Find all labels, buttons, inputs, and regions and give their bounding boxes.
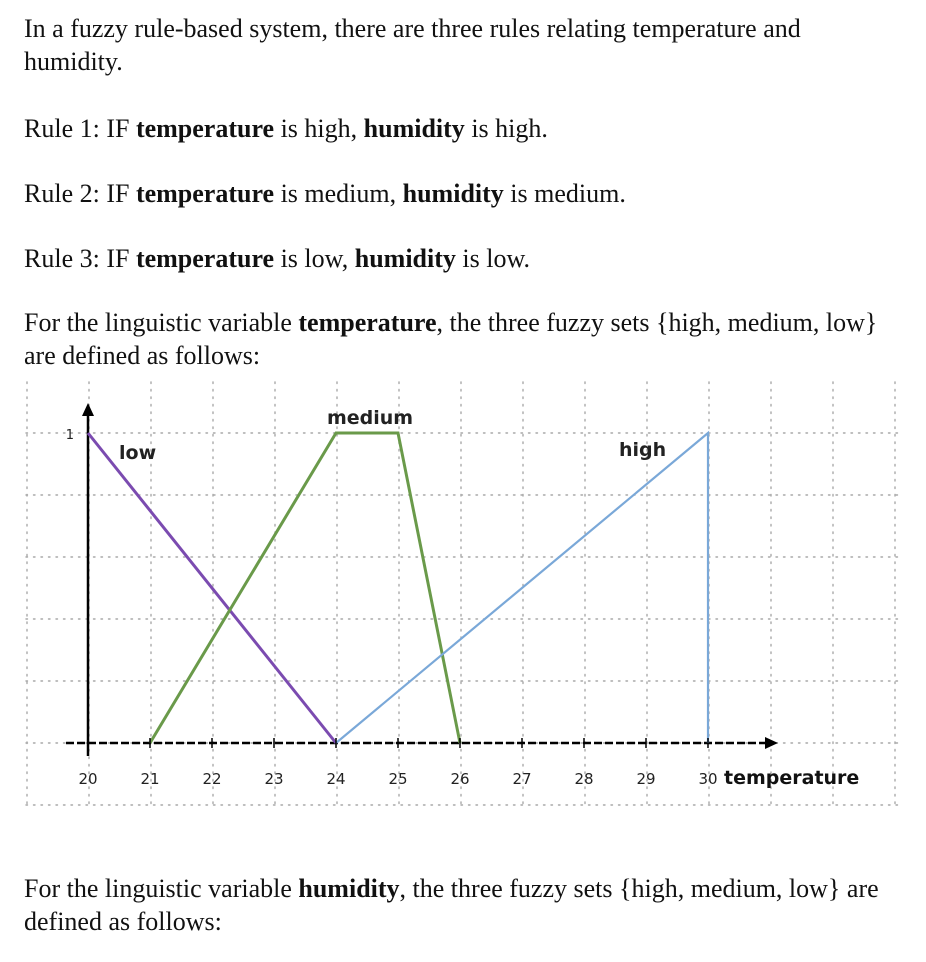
definition-tail: , the three fuzzy sets {high, medium, low} are defined as follows: bbox=[24, 308, 878, 370]
x-tick-label: 24 bbox=[326, 770, 346, 788]
rule-2 bbox=[24, 177, 902, 210]
series-label-medium: medium bbox=[326, 407, 414, 429]
definition-lead: For the linguistic variable bbox=[24, 308, 299, 337]
x-axis-label: temperature bbox=[724, 767, 860, 789]
temperature-definition-paragraph bbox=[24, 306, 902, 372]
series-line-high bbox=[336, 433, 708, 743]
rule-consequence: is low. bbox=[455, 244, 531, 273]
rule-prefix: Rule 2: IF bbox=[24, 179, 136, 208]
chart-series bbox=[88, 433, 708, 743]
rule-1 bbox=[24, 112, 902, 145]
y-tick-label: 1 bbox=[65, 428, 74, 443]
x-tick-label: 22 bbox=[202, 770, 222, 788]
rule-condition: is medium, bbox=[274, 179, 403, 208]
x-tick-label: 28 bbox=[574, 770, 594, 788]
rule-var-humidity: humidity bbox=[363, 114, 465, 143]
rule-var-humidity: humidity bbox=[402, 179, 504, 208]
rule-consequence: is high. bbox=[464, 114, 548, 143]
definition-variable: humidity bbox=[298, 874, 400, 903]
rule-var-temperature: temperature bbox=[135, 179, 275, 208]
definition-lead: For the linguistic variable bbox=[24, 874, 299, 903]
rule-prefix: Rule 1: IF bbox=[24, 114, 136, 143]
x-tick-label: 23 bbox=[264, 770, 284, 788]
rule-3 bbox=[24, 242, 902, 275]
x-tick-label: 26 bbox=[450, 770, 470, 788]
x-tick-label: 30 bbox=[698, 770, 718, 788]
x-tick-label: 25 bbox=[388, 770, 408, 788]
x-tick-label: 29 bbox=[636, 770, 656, 788]
temperature-membership-chart bbox=[22, 378, 902, 810]
humidity-definition-paragraph bbox=[24, 872, 902, 938]
chart-labels bbox=[66, 407, 860, 789]
x-tick-label: 21 bbox=[140, 770, 160, 788]
series-line-low bbox=[88, 433, 336, 743]
rule-prefix: Rule 3: IF bbox=[24, 244, 136, 273]
x-tick-label: 20 bbox=[78, 770, 98, 788]
rule-consequence: is medium. bbox=[503, 179, 626, 208]
rule-var-temperature: temperature bbox=[135, 114, 275, 143]
rule-var-temperature: temperature bbox=[135, 244, 275, 273]
definition-variable: temperature bbox=[298, 308, 437, 337]
x-tick-label: 27 bbox=[512, 770, 532, 788]
rule-var-humidity: humidity bbox=[354, 244, 456, 273]
rule-condition: is high, bbox=[274, 114, 364, 143]
series-label-high: high bbox=[619, 439, 667, 461]
x-axis-arrowhead bbox=[765, 737, 778, 749]
rule-condition: is low, bbox=[274, 244, 355, 273]
series-label-low: low bbox=[119, 442, 157, 464]
series-line-medium bbox=[150, 433, 460, 743]
definition-tail: , the three fuzzy sets {high, medium, low} are defined as follows: bbox=[24, 874, 879, 936]
intro-paragraph: In a fuzzy rule-based system, there are three rules relating temperature and humidity. bbox=[24, 14, 801, 76]
y-axis-arrowhead bbox=[82, 403, 94, 416]
